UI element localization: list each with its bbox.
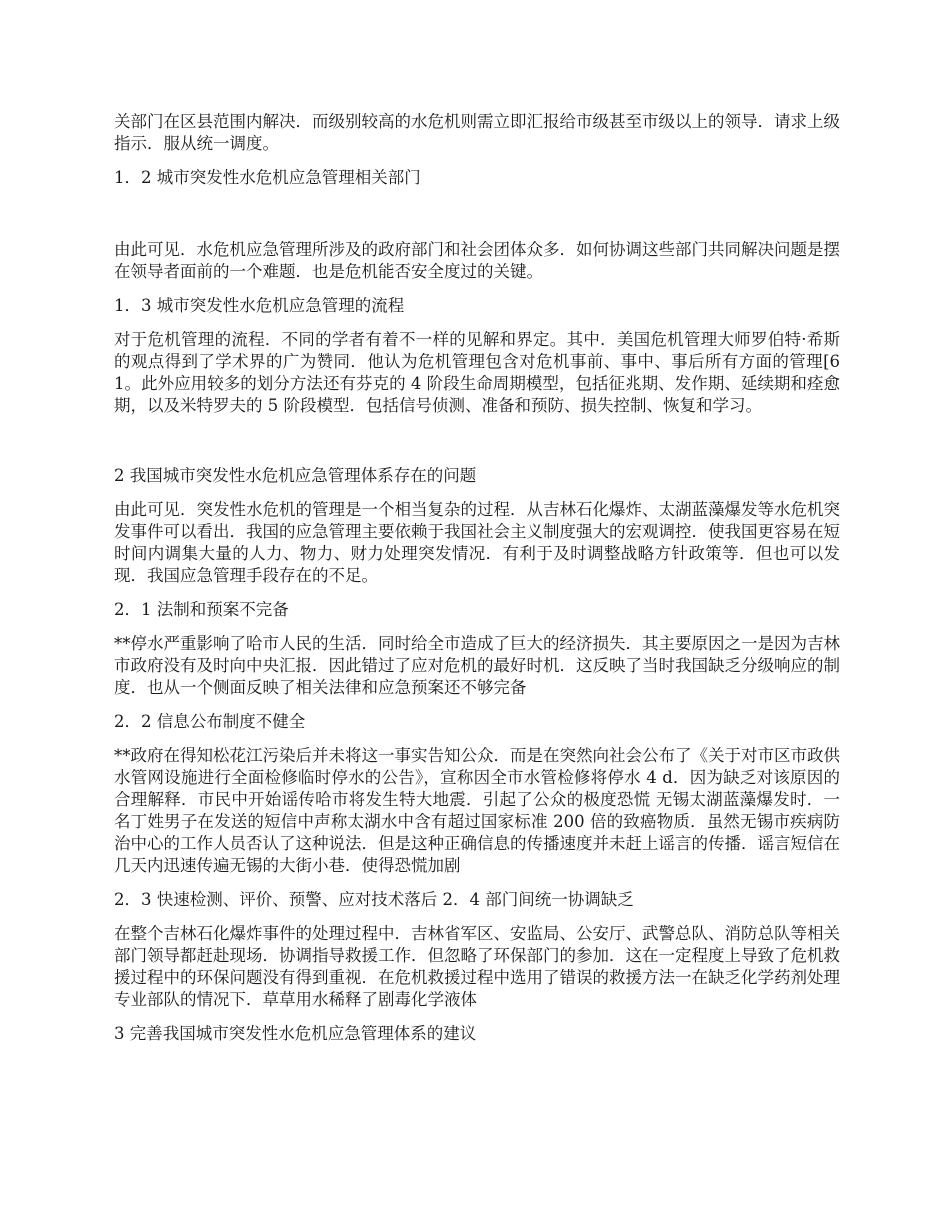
section-heading-2: 2 我国城市突发性水危机应急管理体系存在的问题	[114, 466, 477, 485]
section-heading-3: 3 完善我国城市突发性水危机应急管理体系的建议	[114, 1024, 477, 1043]
section-heading-2-1: 2．1 法制和预案不完备	[114, 600, 289, 619]
paragraph-information: **政府在得知松花江污染后并未将这一事实告知公众．而是在突然向社会公布了《关于对市区市政供水管网设施进行全面检修临时停水的公告》，宣称因全市水管检修将停水 4 d．因为缺乏对该原因的合理解释．市民中开始谣传哈市将发生特大地震．引起了公众的极度恐慌 无锡太湖蓝藻爆发时．一名丁姓男子在发送的短信中声称太湖水中含有超过国家标准 200 倍的致癌物质．虽然无锡市疾病防治中心的工作人员否认了这种说法．但是这种正确信息的传播速度并未赶上谣言的传播．谣言短信在几天内迅速传遍无锡的大街小巷．使得恐慌加剧	[114, 746, 840, 875]
blank-gap	[114, 201, 840, 239]
section-heading-2-2: 2．2 信息公布制度不健全	[114, 712, 306, 731]
paragraph-legal: **停水严重影响了哈市人民的生活．同时给全市造成了巨大的经济损失．其主要原因之一是因为吉林市政府没有及时向中央汇报．因此错过了应对危机的最好时机．这反映了当时我国缺乏分级响应的制度．也从一个侧面反映了相关法律和应急预案还不够完备	[114, 634, 840, 697]
paragraph-coordination: 在整个吉林石化爆炸事件的处理过程中．吉林省军区、安监局、公安厅、武警总队、消防总队等相关部门领导都赶赴现场．协调指导救援工作．但忽略了环保部门的参加．这在一定程度上导致了危机救援过程中的环保问题没有得到重视．在危机救援过程中选用了错误的救援方法一在缺乏化学药剂处理专业部队的情况下．草草用水稀释了剧毒化学液体	[114, 924, 840, 1009]
paragraph-intro: 关部门在区县范围内解决．而级别较高的水危机则需立即汇报给市级甚至市级以上的领导．请求上级指示．服从统一调度。	[114, 112, 840, 153]
paragraph-departments: 由此可见．水危机应急管理所涉及的政府部门和社会团体众多．如何协调这些部门共同解决问题是摆在领导者面前的一个难题．也是危机能否安全度过的关键。	[114, 240, 840, 281]
section-heading-2-3: 2．3 快速检测、评价、预警、应对技术落后 2．4 部门间统一协调缺乏	[114, 890, 634, 909]
blank-gap	[114, 429, 840, 465]
document-page	[114, 111, 840, 1057]
section-heading-1-3: 1．3 城市突发性水危机应急管理的流程	[114, 296, 405, 315]
paragraph-process: 对于危机管理的流程．不同的学者有着不一样的见解和界定。其中．美国危机管理大师罗伯特·希斯的观点得到了学术界的广为赞同．他认为危机管理包含对危机事前、事中、事后所有方面的管理[61。此外应用较多的划分方法还有芬克的 4 阶段生命周期模型，包括征兆期、发作期、延续期和痊愈期，以及米特罗夫的 5 阶段模型．包括信号侦测、准备和预防、损失控制、恢复和学习。	[114, 330, 840, 415]
section-heading-1-2: 1．2 城市突发性水危机应急管理相关部门	[114, 168, 421, 187]
paragraph-problems: 由此可见．突发性水危机的管理是一个相当复杂的过程．从吉林石化爆炸、太湖蓝藻爆发等水危机突发事件可以看出．我国的应急管理主要依赖于我国社会主义制度强大的宏观调控．使我国更容易在短时间内调集大量的人力、物力、财力处理突发情况．有利于及时调整战略方针政策等．但也可以发现．我国应急管理手段存在的不足。	[114, 500, 840, 585]
